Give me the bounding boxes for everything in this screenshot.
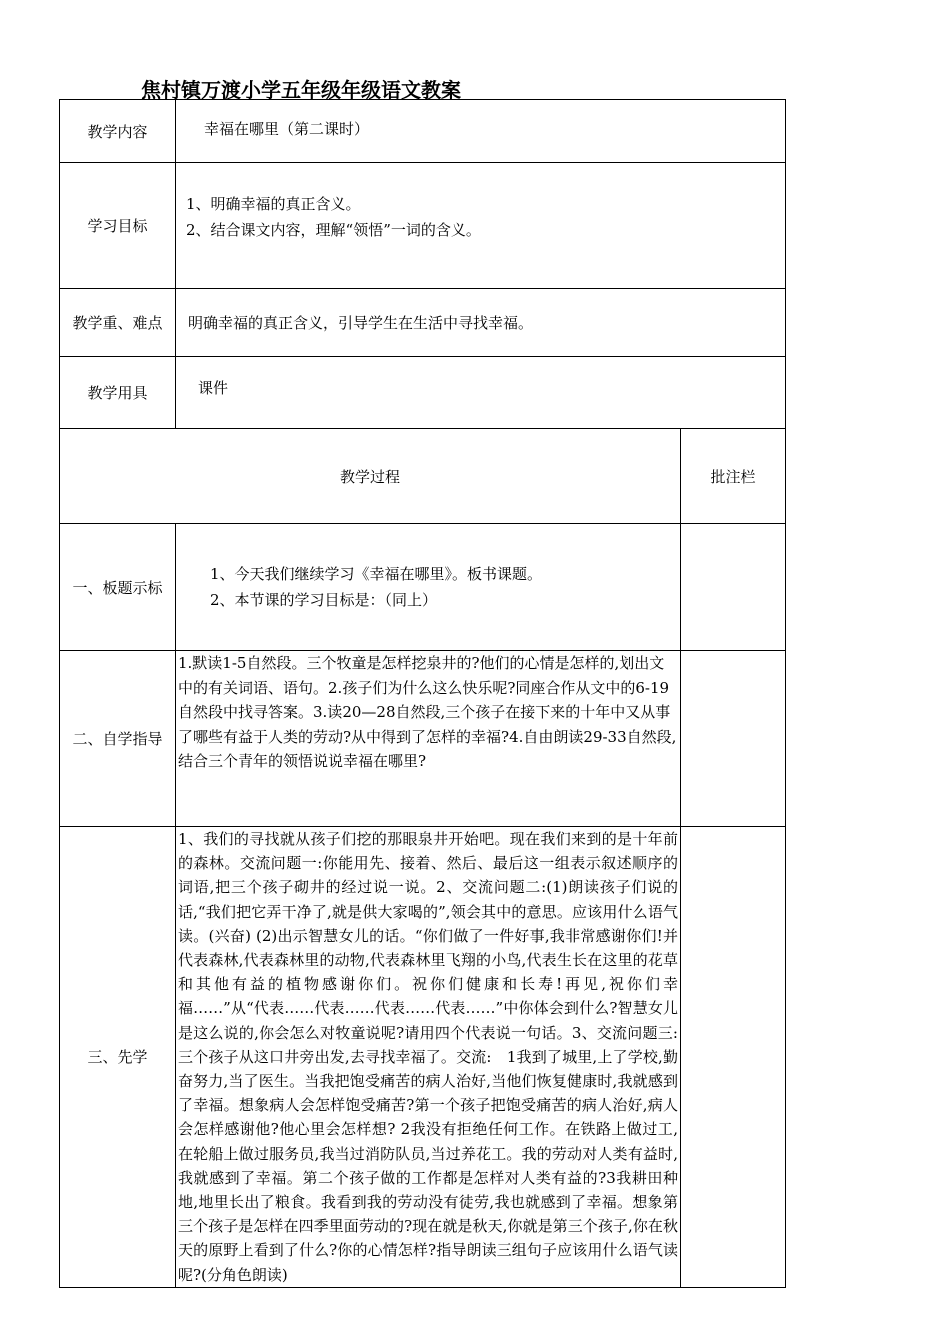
lesson-plan-table	[59, 99, 786, 1288]
notes-header: 批注栏	[681, 429, 786, 524]
row-process-header	[60, 429, 786, 524]
process-header: 教学过程	[60, 429, 681, 524]
row-section-3	[60, 827, 786, 1288]
notes-cell	[681, 524, 786, 651]
row-section-2	[60, 651, 786, 827]
label-goals: 学习目标	[60, 163, 176, 289]
row-section-1	[60, 524, 786, 651]
label-content: 教学内容	[60, 100, 176, 163]
value-tools: 课件	[176, 357, 786, 429]
section-content	[176, 524, 681, 651]
section-label: 一、板题示标	[60, 524, 176, 651]
notes-cell	[681, 827, 786, 1288]
value-goals	[176, 163, 786, 289]
notes-cell	[681, 651, 786, 827]
section-content: 1、我们的寻找就从孩子们挖的那眼泉井开始吧。现在我们来到的是十年前的森林。交流问题一:你能用先、接着、然后、最后这一组表示叙述顺序的词语,把三个孩子砌井的经过说一说。2、交流问题二:(1)朗读孩子们说的话,“我们把它弄干净了,就是供大家喝的”,领会其中的意思。应该用什么语气读。(兴奋) (2)出示智慧女儿的话。“你们做了一件好事,我非常感谢你们!并代表森林,代表森林里的动物,代表森林里飞翔的小鸟,代表生长在这里的花草和其他有益的植物感谢你们。祝你们健康和长寿!再见,祝你们幸福……”从“代表……代表……代表……代表……”中你体会到什么?智慧女儿是这么说的,你会怎么对牧童说呢?请用四个代表说一句话。3、交流问题三:三个孩子从这口井旁出发,去寻找幸福了。交流: 1我到了城里,上了学校,勤奋努力,当了医生。当我把饱受痛苦的病人治好,当他们恢复健康时,我就感到了幸福。想象病人会怎样饱受痛苦?第一个孩子把饱受痛苦的病人治好,病人会怎样感谢他?他心里会怎样想? 2我没有拒绝任何工作。在铁路上做过工,在轮船上做过服务员,我当过消防队员,当过养花工。我的劳动对人类有益时,我就感到了幸福。第二个孩子做的工作都是怎样对人类有益的?3我耕田种地,地里长出了粮食。我看到我的劳动没有徒劳,我也就感到了幸福。想象第三个孩子是怎样在四季里面劳动的?现在就是秋天,你就是第三个孩子,你在秋天的原野上看到了什么?你的心情怎样?指导朗读三组句子应该用什么语气读呢?(分角色朗读)	[176, 827, 681, 1288]
label-tools: 教学用具	[60, 357, 176, 429]
row-goals	[60, 163, 786, 289]
row-keypoints	[60, 289, 786, 357]
section-label: 三、先学	[60, 827, 176, 1288]
row-tools	[60, 357, 786, 429]
section-label: 二、自学指导	[60, 651, 176, 827]
value-content: 幸福在哪里（第二课时）	[176, 100, 786, 163]
row-content	[60, 100, 786, 163]
section-line: 2、本节课的学习目标是：（同上）	[210, 591, 438, 609]
goal-item: 1、明确幸福的真正含义。	[186, 195, 361, 213]
value-keypoints: 明确幸福的真正含义，引导学生在生活中寻找幸福。	[176, 289, 786, 357]
label-keypoints: 教学重、难点	[60, 289, 176, 357]
goal-item: 2、结合课文内容，理解“领悟”一词的含义。	[186, 221, 481, 239]
document-title: 焦村镇万渡小学五年级年级语文教案	[141, 78, 461, 102]
section-line: 1、今天我们继续学习《幸福在哪里》。板书课题。	[210, 565, 543, 583]
section-content: 1.默读1-5自然段。三个牧童是怎样挖泉井的?他们的心情是怎样的,划出文中的有关词语、语句。2.孩子们为什么这么快乐呢?同座合作从文中的6-19自然段中找寻答案。3.读20—28自然段,三个孩子在接下来的十年中又从事了哪些有益于人类的劳动?从中得到了怎样的幸福?4.自由朗读29-33自然段,结合三个青年的领悟说说幸福在哪里?	[176, 651, 681, 827]
